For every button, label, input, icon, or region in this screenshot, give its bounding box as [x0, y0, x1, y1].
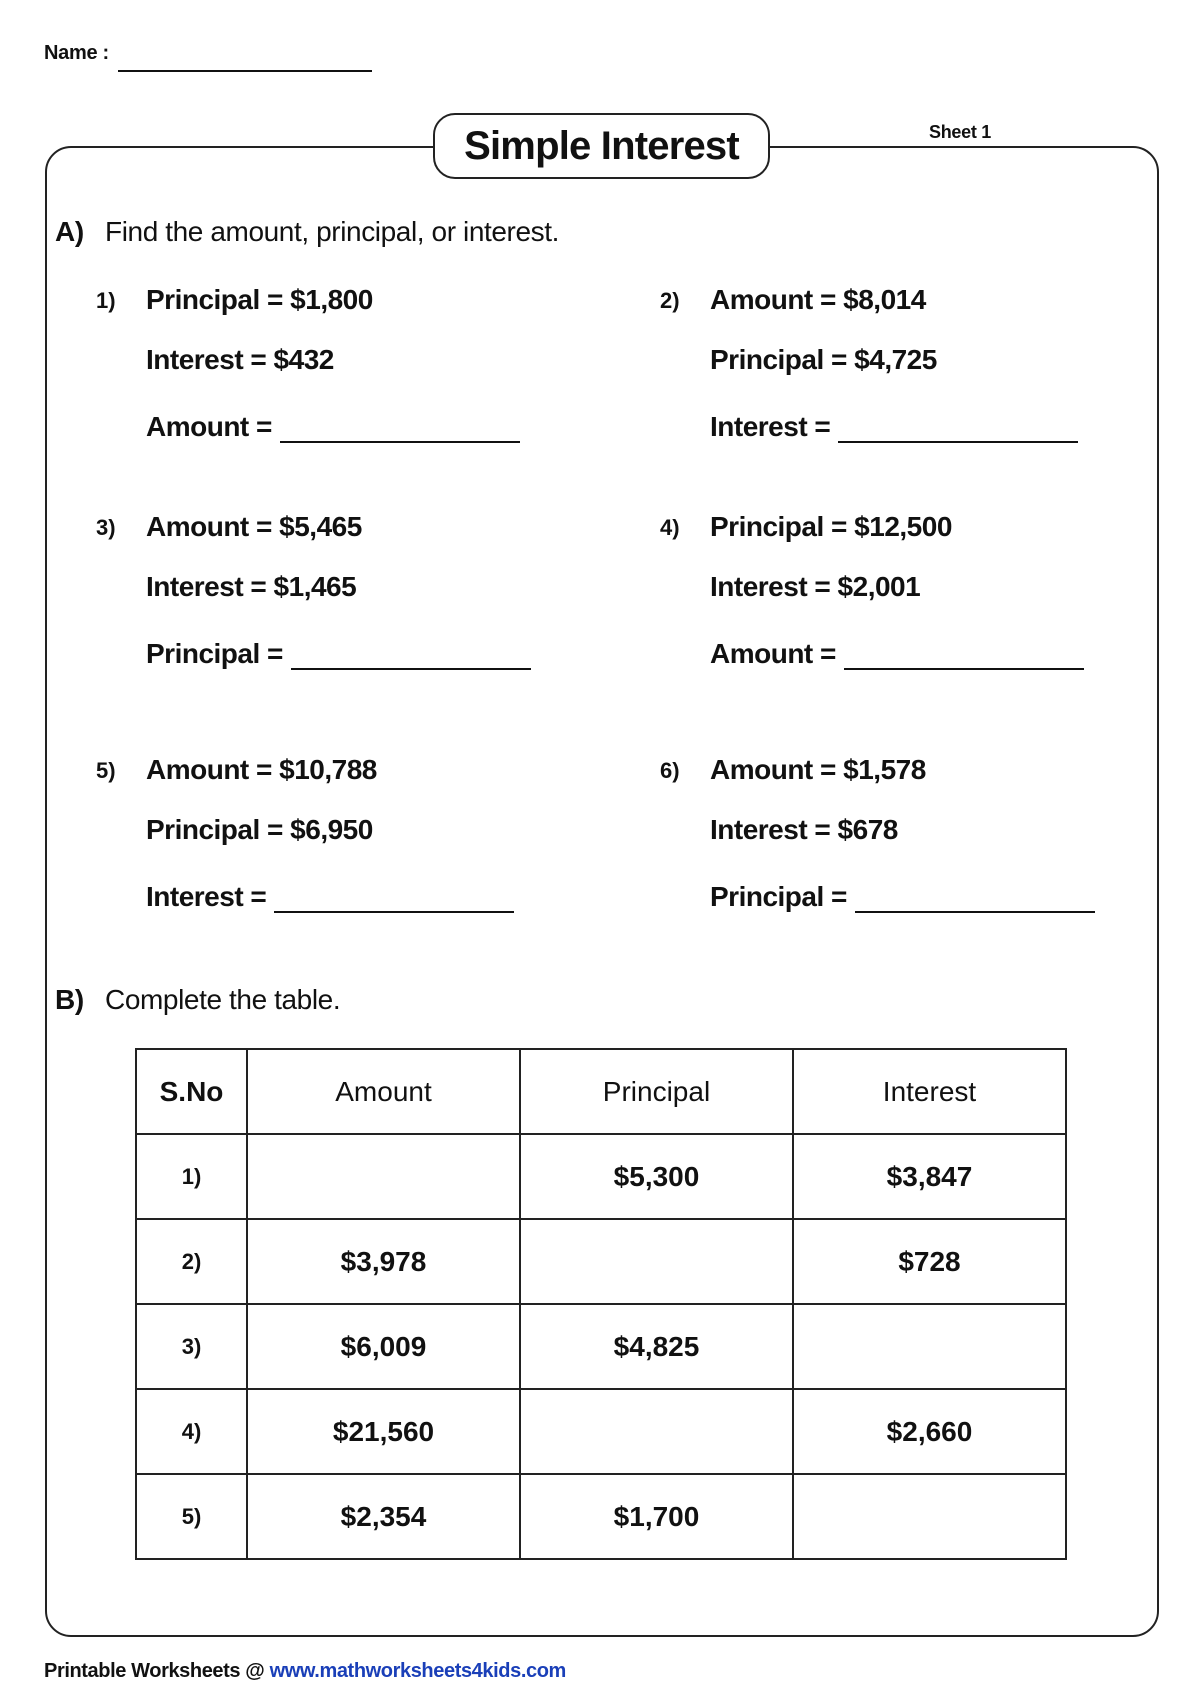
- given-value-2: Principal = $4,725: [710, 344, 937, 375]
- principal-cell: $4,825: [520, 1304, 793, 1389]
- answer-row: [146, 638, 531, 670]
- answer-row: [146, 881, 514, 913]
- answer-row: [146, 411, 520, 443]
- problem-5: [96, 754, 616, 944]
- column-header-interest: Interest: [793, 1049, 1066, 1134]
- row-number: 2): [136, 1219, 247, 1304]
- interest-cell: $728: [793, 1219, 1066, 1304]
- column-header-principal: Principal: [520, 1049, 793, 1134]
- sheet-number: Sheet 1: [929, 122, 991, 142]
- worksheet-title: Simple Interest: [433, 113, 770, 179]
- column-header-amount: Amount: [247, 1049, 520, 1134]
- interest-cell: $2,660: [793, 1389, 1066, 1474]
- footer-link[interactable]: www.mathworksheets4kids.com: [269, 1660, 566, 1682]
- given-value-1: Amount = $8,014: [710, 284, 926, 315]
- given-value-1: Amount = $5,465: [146, 511, 362, 542]
- answer-blank[interactable]: [838, 411, 1078, 443]
- answer-row: [710, 638, 1084, 670]
- amount-cell: $21,560: [247, 1389, 520, 1474]
- answer-blank[interactable]: [280, 411, 520, 443]
- interest-cell: $3,847: [793, 1134, 1066, 1219]
- problem-6: [660, 754, 1180, 944]
- section-b-instruction: Complete the table.: [105, 984, 341, 1015]
- amount-cell: $2,354: [247, 1474, 520, 1559]
- given-value-1: Principal = $1,800: [146, 284, 373, 315]
- answer-label: Principal =: [710, 881, 847, 912]
- principal-cell[interactable]: [520, 1219, 793, 1304]
- given-value-2: Interest = $432: [146, 344, 334, 375]
- footer-label: Printable Worksheets @: [44, 1660, 270, 1682]
- section-b-heading: [55, 984, 340, 1016]
- given-value-1: Principal = $12,500: [710, 511, 952, 542]
- table-row: [136, 1304, 1066, 1389]
- amount-cell: $6,009: [247, 1304, 520, 1389]
- problem-number: 1): [96, 288, 116, 313]
- given-value-2: Interest = $2,001: [710, 571, 921, 602]
- given-value-1: Amount = $1,578: [710, 754, 926, 785]
- amount-cell: $3,978: [247, 1219, 520, 1304]
- name-label: Name :: [44, 42, 109, 64]
- footer: [44, 1660, 566, 1683]
- answer-row: [710, 411, 1078, 443]
- answer-label: Principal =: [146, 638, 283, 669]
- table-row: [136, 1219, 1066, 1304]
- section-a-instruction: Find the amount, principal, or interest.: [105, 216, 560, 247]
- row-number: 4): [136, 1389, 247, 1474]
- answer-blank[interactable]: [274, 881, 514, 913]
- answer-blank[interactable]: [844, 638, 1084, 670]
- problem-number: 4): [660, 515, 680, 540]
- problem-2: [660, 284, 1180, 474]
- problem-1: [96, 284, 616, 474]
- problem-number: 5): [96, 758, 116, 783]
- answer-blank[interactable]: [855, 881, 1095, 913]
- answer-label: Amount =: [710, 638, 836, 669]
- table-row: [136, 1134, 1066, 1219]
- interest-cell[interactable]: [793, 1474, 1066, 1559]
- principal-cell: $5,300: [520, 1134, 793, 1219]
- row-number: 3): [136, 1304, 247, 1389]
- section-a-letter: A): [55, 216, 84, 247]
- row-number: 5): [136, 1474, 247, 1559]
- principal-cell: $1,700: [520, 1474, 793, 1559]
- table-header-row: [136, 1049, 1066, 1134]
- given-value-2: Interest = $678: [710, 814, 898, 845]
- problem-number: 2): [660, 288, 680, 313]
- column-header-sno: S.No: [136, 1049, 247, 1134]
- table-row: [136, 1474, 1066, 1559]
- problem-number: 6): [660, 758, 680, 783]
- answer-blank[interactable]: [291, 638, 531, 670]
- given-value-2: Principal = $6,950: [146, 814, 373, 845]
- given-value-1: Amount = $10,788: [146, 754, 377, 785]
- principal-cell[interactable]: [520, 1389, 793, 1474]
- answer-label: Interest =: [146, 881, 267, 912]
- answer-table: [135, 1048, 1067, 1560]
- amount-cell[interactable]: [247, 1134, 520, 1219]
- name-field[interactable]: [118, 70, 372, 72]
- answer-label: Interest =: [710, 411, 831, 442]
- problem-number: 3): [96, 515, 116, 540]
- section-b-letter: B): [55, 984, 84, 1015]
- answer-row: [710, 881, 1095, 913]
- interest-cell[interactable]: [793, 1304, 1066, 1389]
- answer-label: Amount =: [146, 411, 272, 442]
- table-row: [136, 1389, 1066, 1474]
- section-a-heading: [55, 216, 559, 248]
- row-number: 1): [136, 1134, 247, 1219]
- problem-3: [96, 511, 616, 701]
- given-value-2: Interest = $1,465: [146, 571, 357, 602]
- problem-4: [660, 511, 1180, 701]
